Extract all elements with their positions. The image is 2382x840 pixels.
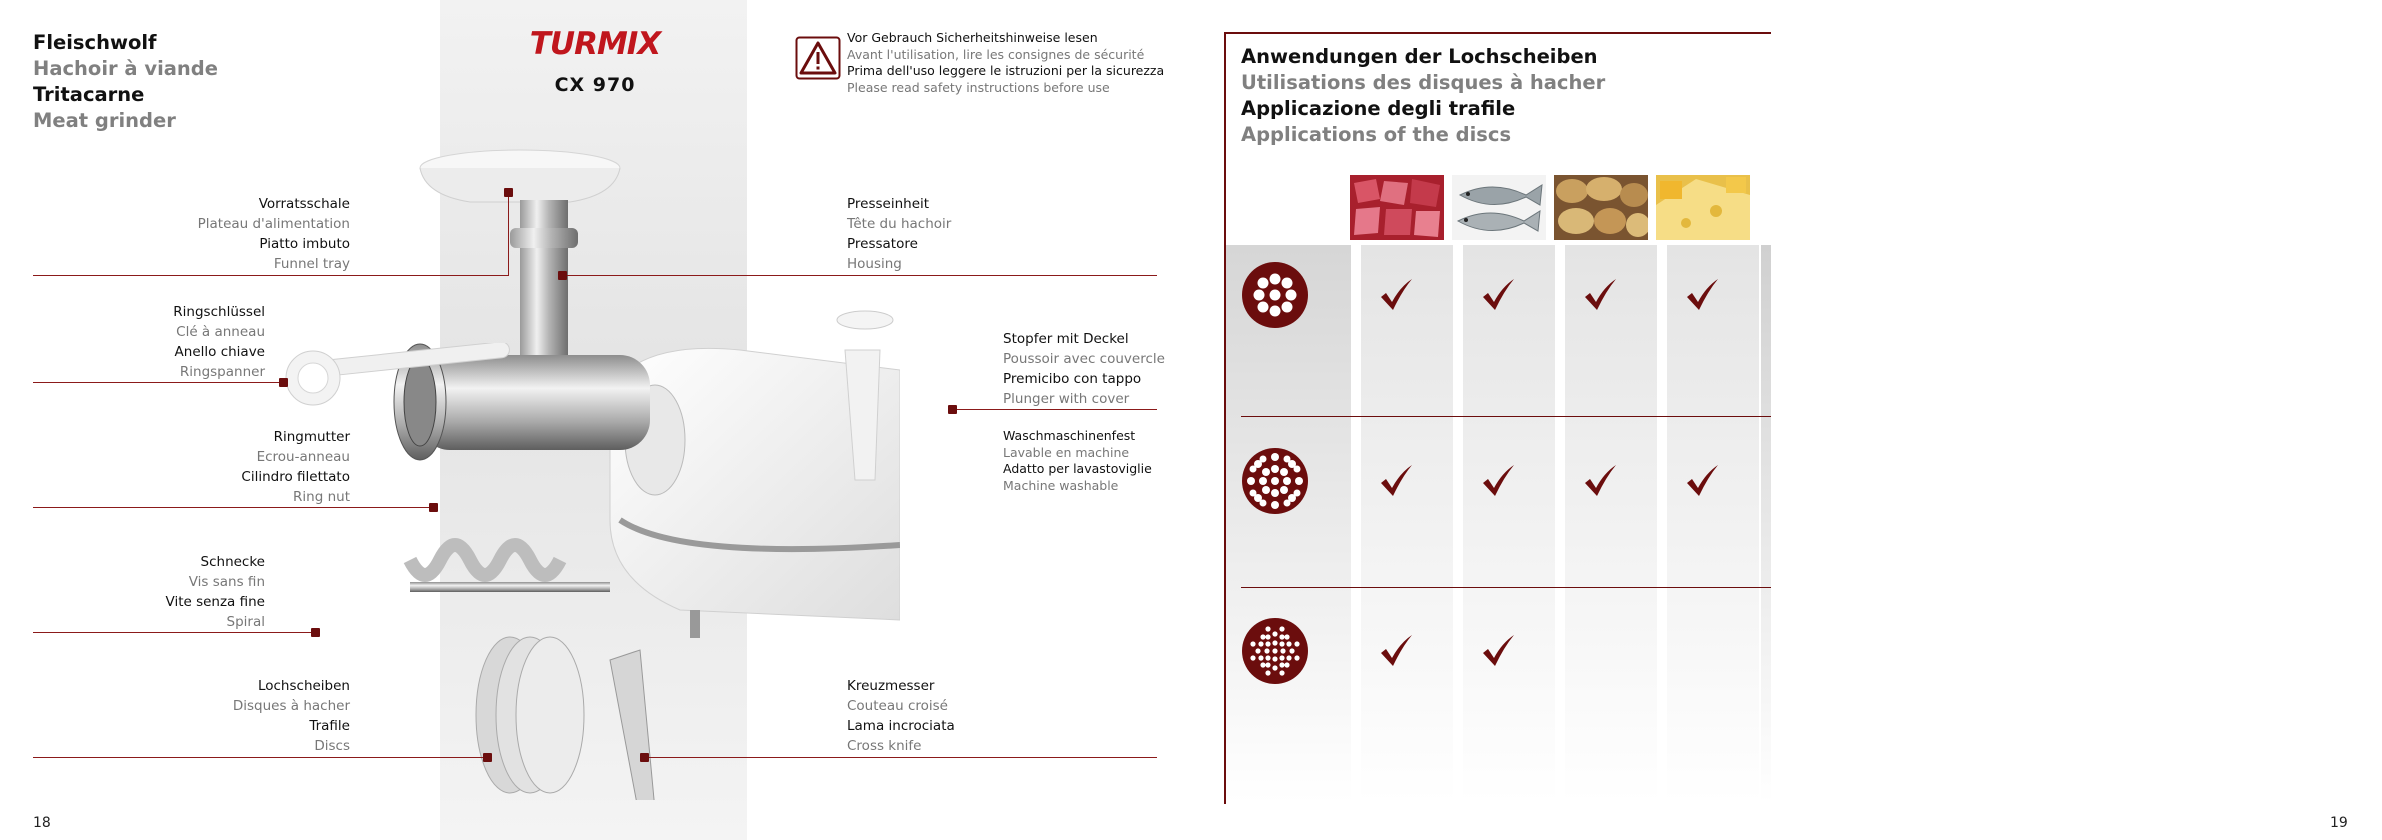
safety-notice	[847, 30, 1164, 96]
cheese-photo	[1656, 175, 1750, 240]
label-cross-knife-en: Cross knife	[847, 738, 922, 754]
label-spiral-de: Schnecke	[200, 554, 265, 570]
title-it: Tritacarne	[33, 83, 145, 106]
left-title-block	[33, 30, 218, 134]
warning-icon	[795, 36, 841, 80]
coarse-disc-icon	[1241, 261, 1309, 329]
label-ring-spanner-de: Ringschlüssel	[173, 304, 265, 320]
label-plunger-de: Stopfer mit Deckel	[1003, 331, 1129, 347]
right-title-block	[1241, 44, 1605, 148]
washable-note	[1003, 428, 1152, 494]
meat-photo	[1350, 175, 1444, 240]
marker-plunger	[948, 405, 957, 414]
label-spiral	[20, 552, 265, 632]
label-housing-it: Pressatore	[847, 236, 918, 252]
medium-disc-icon	[1241, 447, 1309, 515]
check-icon	[1480, 463, 1516, 499]
title-fr: Hachoir à viande	[33, 57, 218, 80]
label-plunger-it: Premicibo con tappo	[1003, 371, 1142, 387]
marker-ring-nut	[429, 503, 438, 512]
label-cross-knife-de: Kreuzmesser	[847, 678, 935, 694]
apps-title-en: Applications of the discs	[1241, 123, 1512, 146]
label-funnel-tray-en: Funnel tray	[273, 256, 350, 272]
marker-ring-spanner	[279, 378, 288, 387]
label-discs-en: Discs	[314, 738, 350, 754]
apps-title-fr: Utilisations des disques à hacher	[1241, 71, 1606, 94]
label-ring-spanner-en: Ringspanner	[179, 364, 265, 380]
label-housing-de: Presseinheit	[847, 196, 930, 212]
label-ring-nut-de: Ringmutter	[273, 429, 350, 445]
safety-line-en: Please read safety instructions before use	[847, 79, 1110, 95]
leader-ring-spanner	[33, 382, 283, 383]
ring-spanner-illustration	[275, 343, 515, 408]
leader-spiral	[33, 632, 315, 633]
title-en: Meat grinder	[33, 109, 176, 132]
frame-top-line	[1224, 32, 1771, 34]
row-separator-1	[1241, 416, 1771, 417]
washable-de: Waschmaschinenfest	[1003, 428, 1136, 443]
label-ring-spanner	[20, 302, 265, 382]
label-housing	[847, 194, 951, 274]
row-separator-2	[1241, 587, 1771, 588]
model-name: CX 970	[554, 74, 636, 96]
check-icon	[1582, 277, 1618, 313]
washable-it: Adatto per lavastoviglie	[1003, 461, 1152, 476]
label-ring-nut	[100, 427, 350, 507]
label-discs	[100, 676, 350, 756]
marker-housing	[558, 271, 567, 280]
label-spiral-fr: Vis sans fin	[188, 574, 265, 590]
label-funnel-tray-de: Vorratsschale	[258, 196, 350, 212]
safety-line-it: Prima dell'uso leggere le istruzioni per la sicurezza	[847, 63, 1165, 78]
marker-discs	[483, 753, 492, 762]
label-discs-de: Lochscheiben	[257, 678, 350, 694]
marker-funnel-tray	[504, 188, 513, 197]
label-funnel-tray-fr: Plateau d'alimentation	[197, 216, 350, 232]
label-ring-nut-fr: Ecrou-anneau	[256, 449, 350, 465]
check-icon	[1582, 463, 1618, 499]
label-ring-nut-en: Ring nut	[293, 489, 350, 505]
label-spiral-it: Vite senza fine	[165, 594, 265, 610]
label-plunger-en: Plunger with cover	[1003, 391, 1130, 407]
fine-disc-icon	[1241, 617, 1309, 685]
apps-title-de: Anwendungen der Lochscheiben	[1241, 45, 1598, 68]
potatoes-photo	[1554, 175, 1648, 240]
label-ring-spanner-fr: Clé à anneau	[176, 324, 265, 340]
marker-spiral	[311, 628, 320, 637]
leader-discs	[33, 757, 487, 758]
label-cross-knife	[847, 676, 955, 756]
check-icon	[1378, 633, 1414, 669]
leader-plunger	[952, 409, 1157, 410]
washable-fr: Lavable en machine	[1003, 444, 1130, 460]
label-spiral-en: Spiral	[226, 614, 265, 630]
leader-cross-knife	[644, 757, 1157, 758]
check-icon	[1684, 463, 1720, 499]
label-cross-knife-fr: Couteau croisé	[847, 698, 948, 714]
title-de: Fleischwolf	[33, 31, 157, 54]
safety-line-fr: Avant l'utilisation, lire les consignes de sécurité	[847, 46, 1145, 62]
label-housing-fr: Tête du hachoir	[847, 216, 952, 232]
apps-title-it: Applicazione degli trafile	[1241, 97, 1516, 120]
leader-funnel-tray-vertical	[508, 192, 509, 276]
marker-cross-knife	[640, 753, 649, 762]
check-icon	[1378, 277, 1414, 313]
fish-photo	[1452, 175, 1546, 240]
leader-housing	[562, 275, 1157, 276]
page-number-left: 18	[33, 815, 51, 831]
meat-grinder-illustration	[380, 140, 900, 800]
check-icon	[1480, 277, 1516, 313]
brand-logo: TURMIX	[529, 26, 661, 62]
safety-line-de: Vor Gebrauch Sicherheitshinweise lesen	[847, 30, 1098, 45]
label-discs-it: Trafile	[309, 718, 350, 734]
label-ring-nut-it: Cilindro filettato	[241, 469, 350, 485]
label-ring-spanner-it: Anello chiave	[174, 344, 265, 360]
leader-funnel-tray	[33, 275, 509, 276]
washable-en: Machine washable	[1003, 477, 1119, 493]
leader-ring-nut	[33, 507, 433, 508]
label-discs-fr: Disques à hacher	[232, 698, 350, 714]
label-plunger	[1003, 329, 1165, 409]
check-icon	[1684, 277, 1720, 313]
label-plunger-fr: Poussoir avec couvercle	[1003, 351, 1165, 367]
check-icon	[1480, 633, 1516, 669]
page-number-right: 19	[2330, 815, 2348, 831]
check-icon	[1378, 463, 1414, 499]
label-funnel-tray	[100, 194, 350, 274]
label-cross-knife-it: Lama incrociata	[847, 718, 955, 734]
label-housing-en: Housing	[847, 256, 902, 272]
label-funnel-tray-it: Piatto imbuto	[259, 236, 350, 252]
